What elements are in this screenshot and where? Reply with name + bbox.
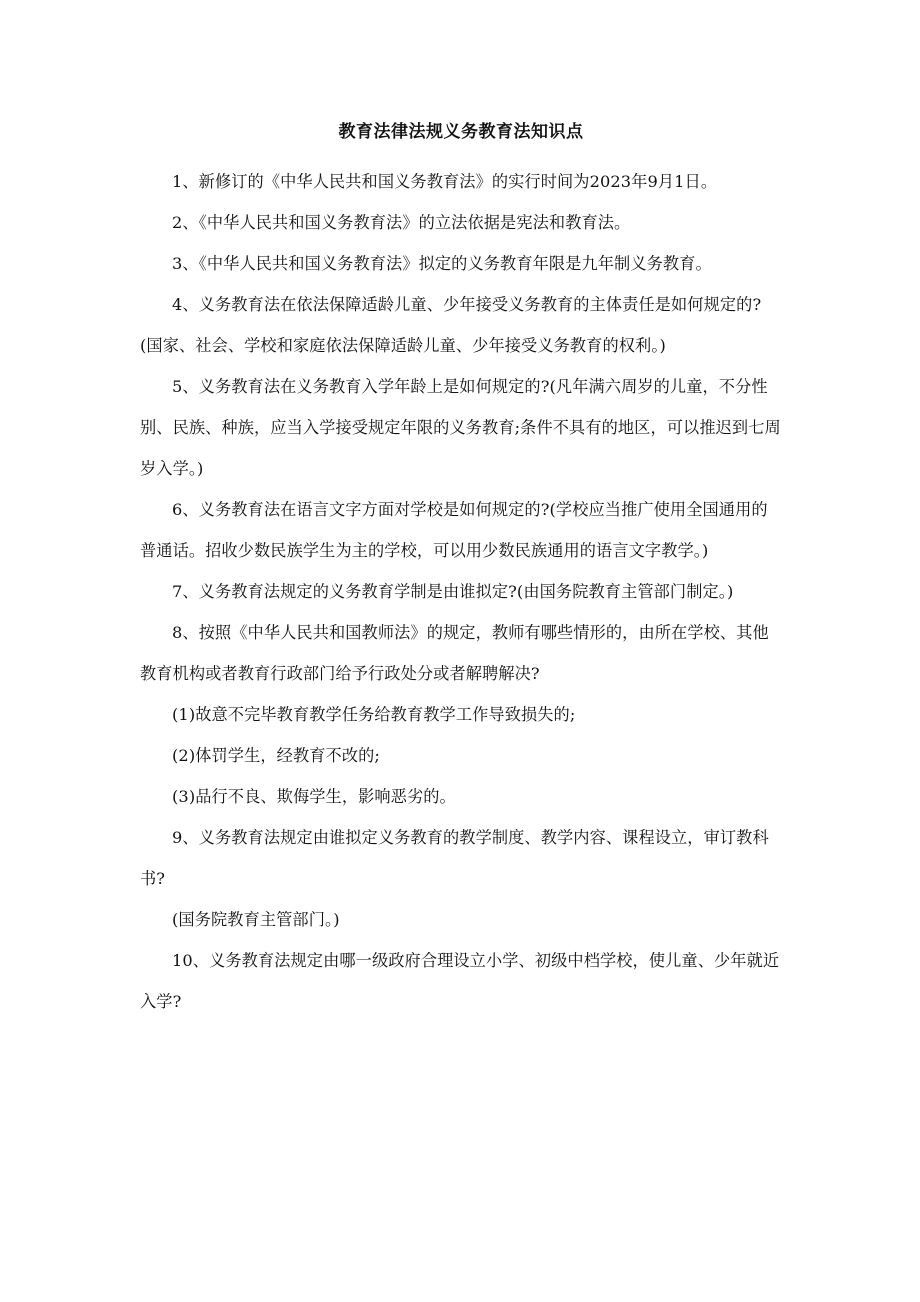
- list-item-1: (1)故意不完毕教育教学任务给教育教学工作导致损失的;: [172, 705, 576, 724]
- paragraph-9: 9、义务教育法规定由谁拟定义务教育的教学制度、教学内容、课程设立，审订教科书?: [140, 828, 769, 888]
- paragraph-3: 3、《中华人民共和国义务教育法》拟定的义务教育年限是九年制义务教育。: [172, 254, 712, 273]
- paragraph-9-answer: (国务院教育主管部门。): [172, 910, 340, 929]
- paragraph-8: 8、按照《中华人民共和国教师法》的规定，教师有哪些情形的，由所在学校、其他教育机构或者教育行政部门给予行政处分或者解聘解决?: [140, 623, 769, 683]
- paragraph-5: 5、义务教育法在义务教育入学年龄上是如何规定的?(凡年满六周岁的儿童，不分性别、民族、种族，应当入学接受规定年限的义务教育;条件不具有的地区，可以推迟到七周岁入学。): [140, 377, 781, 478]
- paragraph-6: 6、义务教育法在语言文字方面对学校是如何规定的?(学校应当推广使用全国通用的普通话。招收少数民族学生为主的学校，可以用少数民族通用的语言文字教学。): [140, 500, 768, 560]
- paragraph-1: 1、新修订的《中华人民共和国义务教育法》的实行时间为2023年9月1日。: [172, 172, 718, 191]
- document-body: [140, 118, 782, 1022]
- paragraph-2: 2、《中华人民共和国义务教育法》的立法依据是宪法和教育法。: [172, 213, 631, 232]
- list-item-2: (2)体罚学生，经教育不改的;: [172, 746, 380, 765]
- paragraph-10: 10、义务教育法规定由哪一级政府合理设立小学、初级中档学校，使儿童、少年就近入学?: [140, 951, 780, 1011]
- list-item-3: (3)品行不良、欺侮学生，影响恶劣的。: [172, 787, 456, 806]
- document-title: 教育法律法规义务教育法知识点: [338, 122, 584, 142]
- paragraph-4: 4、义务教育法在依法保障适龄儿童、少年接受义务教育的主体责任是如何规定的?(国家、社会、学校和家庭依法保障适龄儿童、少年接受义务教育的权利。): [140, 295, 762, 355]
- paragraph-7: 7、义务教育法规定的义务教育学制是由谁拟定?(由国务院教育主管部门制定。): [172, 582, 734, 601]
